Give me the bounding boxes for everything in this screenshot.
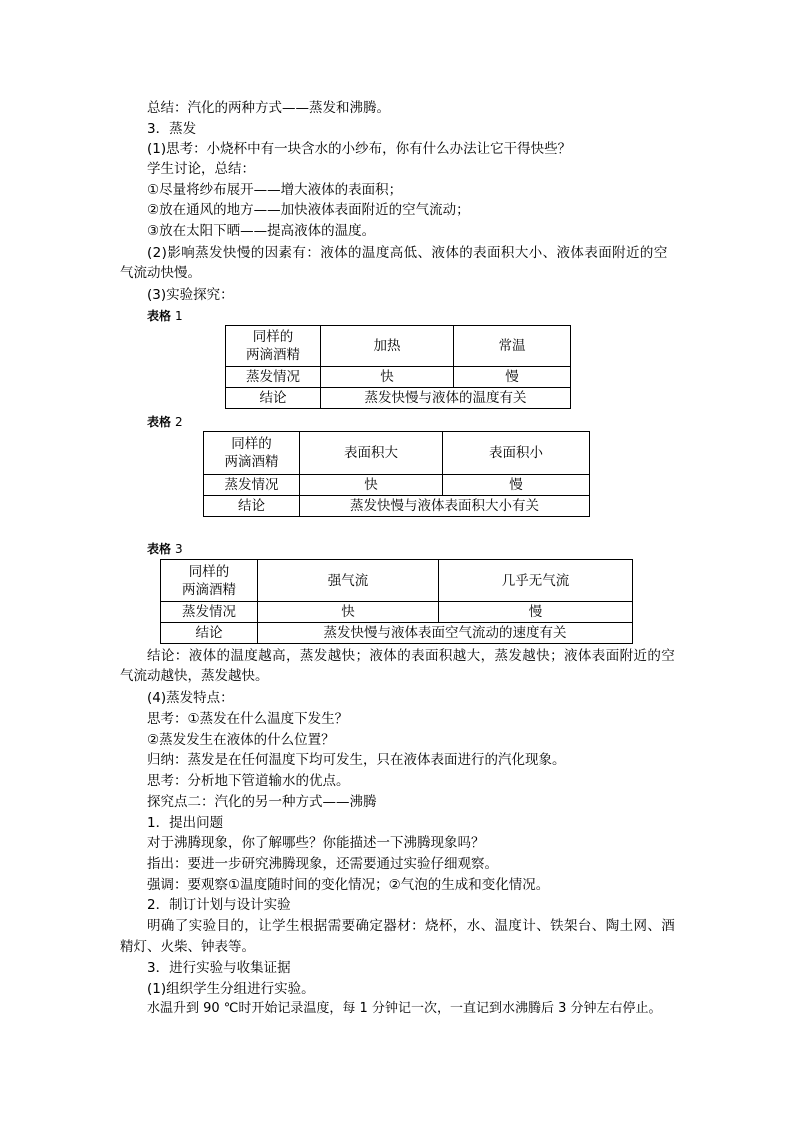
text-line: (3)实验探究： (147, 287, 234, 303)
table-row-label: 结论 (204, 496, 300, 517)
text-line: 思考：①蒸发在什么温度下发生？ (147, 711, 349, 727)
table-row-label: 结论 (226, 388, 321, 409)
text-line: (1)思考：小烧杯中有一块含水的小纱布，你有什么办法让它干得快些？ (147, 141, 572, 157)
table-cell: 慢 (454, 367, 571, 388)
table-cell: 快 (300, 475, 443, 496)
table-row-label: 蒸发情况 (204, 475, 300, 496)
text-line: 气流动快慢。 (120, 265, 201, 281)
text-line: 对于沸腾现象，你了解哪些？你能描述一下沸腾现象吗？ (147, 835, 485, 851)
table-header-cell: 常温 (454, 326, 571, 367)
table-header-cell: 表面积小 (443, 432, 590, 475)
text-line: 思考：分析地下管道输水的优点。 (147, 773, 350, 789)
table-caption: 表格 1 (147, 309, 183, 323)
text-line: 结论：液体的温度越高，蒸发越快；液体的表面积越大，蒸发越快；液体表面附近的空 (147, 648, 676, 664)
text-line: 归纳：蒸发是在任何温度下均可发生，只在液体表面进行的汽化现象。 (147, 752, 566, 768)
table-header-cell: 同样的 两滴酒精 (226, 326, 321, 367)
text-line: 总结：汽化的两种方式——蒸发和沸腾。 (147, 100, 390, 116)
table-row-label: 蒸发情况 (161, 602, 258, 623)
table-cell: 慢 (443, 475, 590, 496)
text-line: ②蒸发发生在液体的什么位置？ (147, 732, 335, 748)
experiment-table-2 (203, 431, 590, 517)
text-line: 探究点二：汽化的另一种方式——沸腾 (147, 794, 377, 810)
text-line: 明确了实验目的，让学生根据需要确定器材：烧杯，水、温度计、铁架台、陶土网、酒 (147, 918, 676, 934)
table-conclusion: 蒸发快慢与液体表面空气流动的速度有关 (258, 623, 633, 644)
table-header-cell: 强气流 (258, 560, 439, 602)
text-line: ①尽量将纱布展开——增大液体的表面积； (147, 182, 403, 198)
text-line: 学生讨论，总结： (147, 161, 255, 177)
table-header-cell: 同样的 两滴酒精 (161, 560, 258, 602)
experiment-table-1 (225, 325, 571, 409)
text-line: (1)组织学生分组进行实验。 (147, 981, 315, 997)
text-line: ②放在通风的地方——加快液体表面附近的空气流动； (147, 202, 470, 218)
text-line: 强调：要观察①温度随时间的变化情况；②气泡的生成和变化情况。 (147, 877, 550, 893)
text-line: 3．进行实验与收集证据 (147, 960, 291, 976)
table-row-label: 结论 (161, 623, 258, 644)
table-cell: 快 (258, 602, 439, 623)
table-caption: 表格 3 (147, 542, 183, 556)
table-header-cell: 表面积大 (300, 432, 443, 475)
table-cell: 慢 (439, 602, 633, 623)
table-conclusion: 蒸发快慢与液体的温度有关 (321, 388, 571, 409)
text-line: (4)蒸发特点： (147, 690, 234, 706)
text-line: 气流动越快，蒸发越快。 (120, 668, 269, 684)
table-conclusion: 蒸发快慢与液体表面积大小有关 (300, 496, 590, 517)
table-header-cell: 加热 (321, 326, 454, 367)
table-header-cell: 几乎无气流 (439, 560, 633, 602)
text-line: 精灯、火柴、钟表等。 (120, 939, 255, 955)
table-cell: 快 (321, 367, 454, 388)
text-line: 水温升到 90 ℃时开始记录温度，每 1 分钟记一次，一直记到水沸腾后 3 分钟左右停止。 (147, 1001, 662, 1016)
table-header-cell: 同样的 两滴酒精 (204, 432, 300, 475)
experiment-table-3 (160, 559, 633, 644)
text-line: 指出：要进一步研究沸腾现象，还需要通过实验仔细观察。 (147, 856, 498, 872)
table-caption: 表格 2 (147, 415, 183, 429)
text-line: ③放在太阳下晒——提高液体的温度。 (147, 223, 376, 239)
text-line: 2．制订计划与设计实验 (147, 897, 291, 913)
text-line: 1．提出问题 (147, 815, 224, 831)
table-row-label: 蒸发情况 (226, 367, 321, 388)
text-line: 3．蒸发 (147, 121, 197, 137)
text-line: (2)影响蒸发快慢的因素有：液体的温度高低、液体的表面积大小、液体表面附近的空 (147, 245, 668, 261)
